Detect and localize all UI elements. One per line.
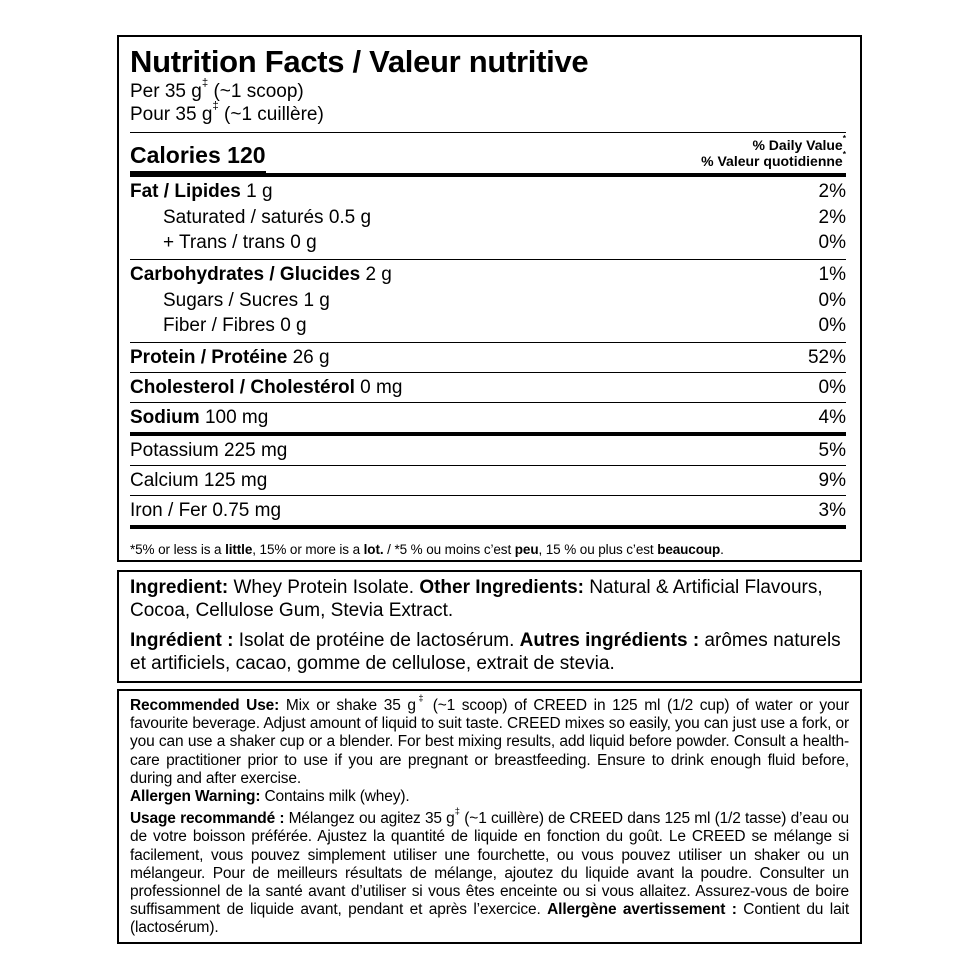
recommended-use-fr: Usage recommandé : Mélangez ou agitez 35 g‡ (~1 cuillère) de CREED dans 125 ml (1/2 tasse) d’eau ou de votre boisson préférée. Ajustez la quantité de liquide en fonction du goût. Le CREED se mélange si facilement, vous pouvez simplement utiliser une fourchette, ou vous pouvez utiliser un shaker ou un mélangeur. Pour de meilleurs résultats de mélange, ajoutez du liquide avant la poudre. Consulter un professionnel de la santé avant d’utiliser si vous êtes enceinte ou si vous allaitez. Assurez-vous de boire suffisamment de liquide avant, pendant et après l’exercice. Allergène avertissement : Contient du lait (lactosérum). <box>130 805 849 937</box>
allergen-warning-en: Allergen Warning: Contains milk (whey). <box>130 788 410 806</box>
recommended-use-panel <box>117 689 862 944</box>
nutrient-row-iron: Iron / Fer 0.75 mg 3% <box>130 499 846 521</box>
nutrition-facts-panel <box>117 35 862 562</box>
nutrition-title: Nutrition Facts / Valeur nutritive <box>130 44 589 79</box>
nutrient-row-sodium: Sodium 100 mg 4% <box>130 406 846 428</box>
allergen-warning-fr-label: Allergène avertissement : <box>547 901 737 919</box>
nutrient-row-potassium: Potassium 225 mg 5% <box>130 439 846 461</box>
nutrient-row-fiber: Fiber / Fibres 0 g 0% <box>163 314 846 336</box>
nutrient-row-cholesterol: Cholesterol / Cholestérol 0 mg 0% <box>130 376 846 398</box>
daily-value-footnote: *5% or less is a little, 15% or more is a lot. / *5 % ou moins c’est peu, 15 % ou plus c’est beaucoup. <box>130 542 724 557</box>
nutrient-row-protein: Protein / Protéine 26 g 52% <box>130 346 846 368</box>
nutrient-row-calcium: Calcium 125 mg 9% <box>130 469 846 491</box>
recommended-use-en: Recommended Use: Mix or shake 35 g‡ (~1 scoop) of CREED in 125 ml (1/2 cup) of water or your favourite beverage. Adjust amount of liquid to suit taste. CREED mixes so easily, you can just use a fork, or you can use a shaker cup or a blender. For best mixing results, add liquid before powder. Consult a health-care practitioner prior to use if you are pregnant or breastfeeding. Ensure to drink enough fluid before, during and after exercise. <box>130 692 849 787</box>
ingredients-fr: Ingrédient : Isolat de protéine de lactosérum. Autres ingrédients : arômes naturels et artificiels, cacao, gomme de cellulose, extrait de stevia. <box>130 630 841 674</box>
ingredients-en: Ingredient: Whey Protein Isolate. Other Ingredients: Natural & Artificial Flavours, Cocoa, Cellulose Gum, Stevia Extract. <box>130 577 823 621</box>
allergen-warning-fr-text: Contient du lait (lactosérum). <box>130 901 849 937</box>
nutrient-row-sugars: Sugars / Sucres 1 g 0% <box>163 290 846 312</box>
serving-size-en: Per 35 g‡ (~1 scoop) <box>130 76 304 102</box>
nutrient-row-fat: Fat / Lipides 1 g 2% <box>130 180 846 202</box>
nutrient-row-carbohydrates: Carbohydrates / Glucides 2 g 1% <box>130 263 846 285</box>
nutrient-row-trans: + Trans / trans 0 g 0% <box>163 231 846 253</box>
calories-row <box>130 133 846 173</box>
daily-value-header: % Daily Value* % Valeur quotidienne* <box>701 133 846 169</box>
nutrient-row-saturated: Saturated / saturés 0.5 g 2% <box>163 207 846 229</box>
ingredients-panel <box>117 570 862 683</box>
serving-size-fr: Pour 35 g‡ (~1 cuillère) <box>130 99 324 125</box>
calories-label: Calories 120 <box>130 141 266 173</box>
